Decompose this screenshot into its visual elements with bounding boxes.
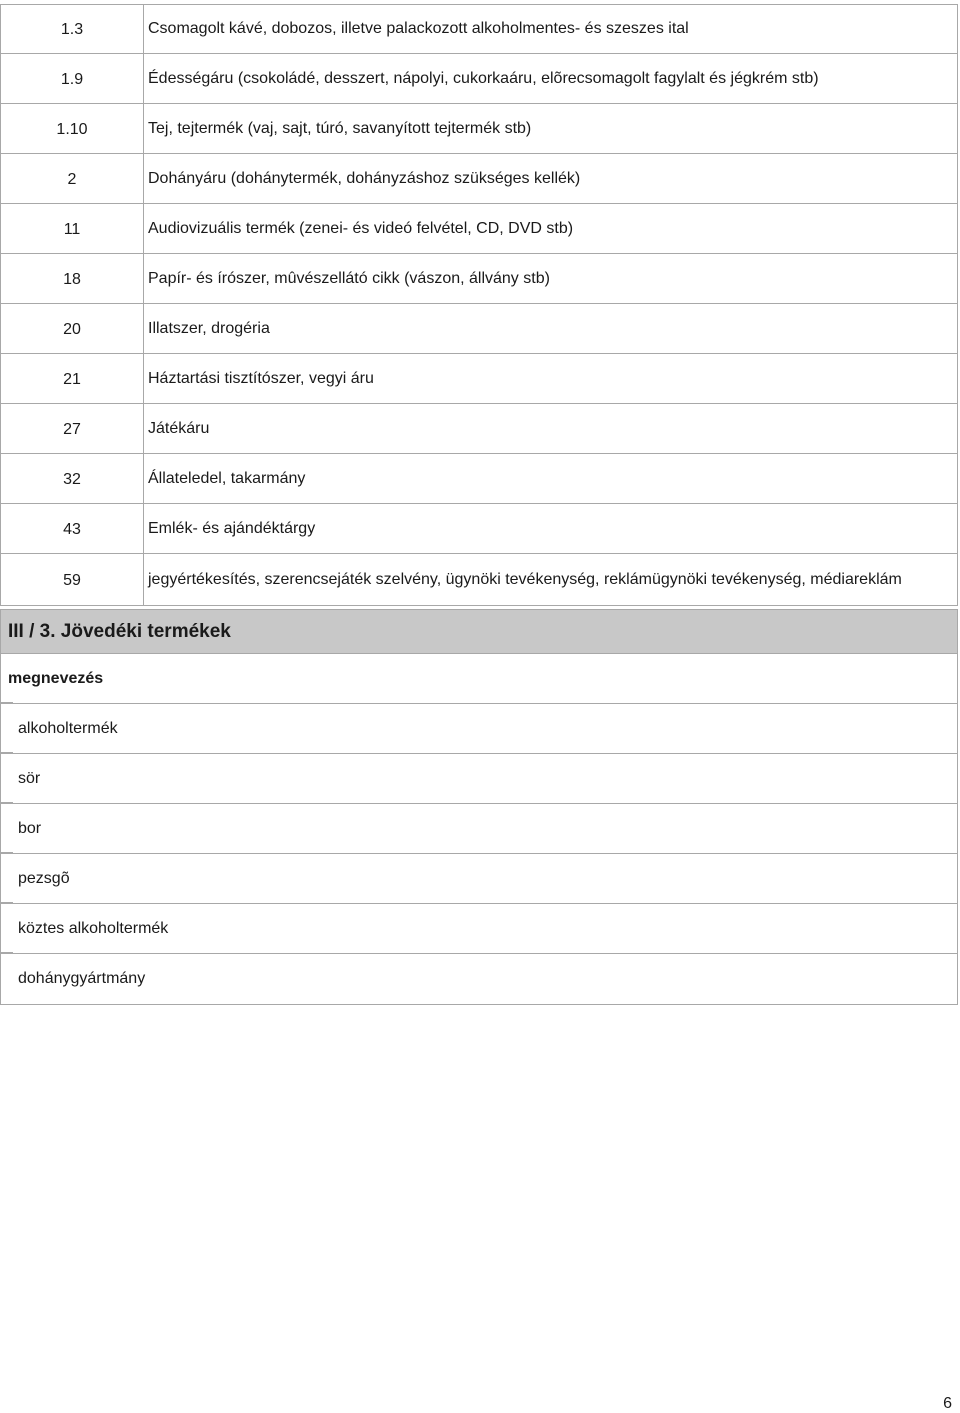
product-code: 1.9 [1, 54, 144, 103]
product-code: 43 [1, 504, 144, 553]
product-code: 18 [1, 254, 144, 303]
table-row [0, 204, 958, 254]
product-description: Dohányáru (dohánytermék, dohányzáshoz szükséges kellék) [148, 169, 581, 187]
product-description: Papír- és írószer, mûvészellátó cikk (vászon, állvány stb) [148, 269, 550, 287]
table-row [0, 4, 958, 54]
product-code: 2 [1, 154, 144, 203]
product-description: Játékáru [148, 419, 210, 437]
product-code: 11 [1, 204, 144, 253]
product-description: Háztartási tisztítószer, vegyi áru [148, 369, 374, 387]
product-code: 1.3 [1, 5, 144, 53]
table-row [0, 254, 958, 304]
list-item-label: alkoholtermék [18, 719, 118, 737]
table-row [0, 454, 958, 504]
list-item [0, 754, 958, 804]
list-item [0, 954, 958, 1005]
row-marker [1, 952, 13, 953]
table-row [0, 504, 958, 554]
product-code: 32 [1, 454, 144, 503]
row-marker [1, 702, 13, 703]
table-row [0, 104, 958, 154]
column-header: megnevezés [0, 654, 958, 704]
list-item [0, 904, 958, 954]
product-code: 59 [1, 554, 144, 605]
product-description: Emlék- és ajándéktárgy [148, 519, 316, 537]
product-description: Audiovizuális termék (zenei- és videó felvétel, CD, DVD stb) [148, 219, 574, 237]
row-marker [1, 752, 13, 753]
row-marker [1, 802, 13, 803]
excise-products-table [0, 654, 958, 1005]
product-description: Állateledel, takarmány [148, 469, 306, 487]
product-description: Tej, tejtermék (vaj, sajt, túró, savanyított tejtermék stb) [148, 119, 532, 137]
product-description: Csomagolt kávé, dobozos, illetve palackozott alkoholmentes- és szeszes ital [148, 20, 689, 37]
product-description: Illatszer, drogéria [148, 319, 270, 337]
list-item [0, 804, 958, 854]
product-code: 20 [1, 304, 144, 353]
list-item-label: sör [18, 769, 41, 787]
table-row [0, 154, 958, 204]
list-item-label: bor [18, 819, 42, 837]
row-marker [1, 902, 13, 903]
list-item-label: pezsgõ [18, 869, 70, 887]
product-code: 27 [1, 404, 144, 453]
list-item [0, 704, 958, 754]
list-item-label: köztes alkoholtermék [18, 919, 169, 937]
table-row [0, 54, 958, 104]
table-row [0, 554, 958, 606]
table-row [0, 304, 958, 354]
product-code-table [0, 4, 958, 606]
section-title: III / 3. Jövedéki termékek [0, 609, 958, 654]
table-row [0, 404, 958, 454]
page-number: 6 [943, 1395, 952, 1412]
product-code: 21 [1, 354, 144, 403]
product-description: jegyértékesítés, szerencsejáték szelvény, ügynöki tevékenység, reklámügynöki tevékenység, médiareklám [148, 570, 902, 588]
list-item-label: dohánygyártmány [18, 970, 146, 987]
list-item [0, 854, 958, 904]
product-description: Édességáru (csokoládé, desszert, nápolyi, cukorkaáru, elõrecsomagolt fagylalt és jégkrém stb) [148, 69, 819, 87]
row-marker [1, 852, 13, 853]
product-code: 1.10 [1, 104, 144, 153]
table-row [0, 354, 958, 404]
